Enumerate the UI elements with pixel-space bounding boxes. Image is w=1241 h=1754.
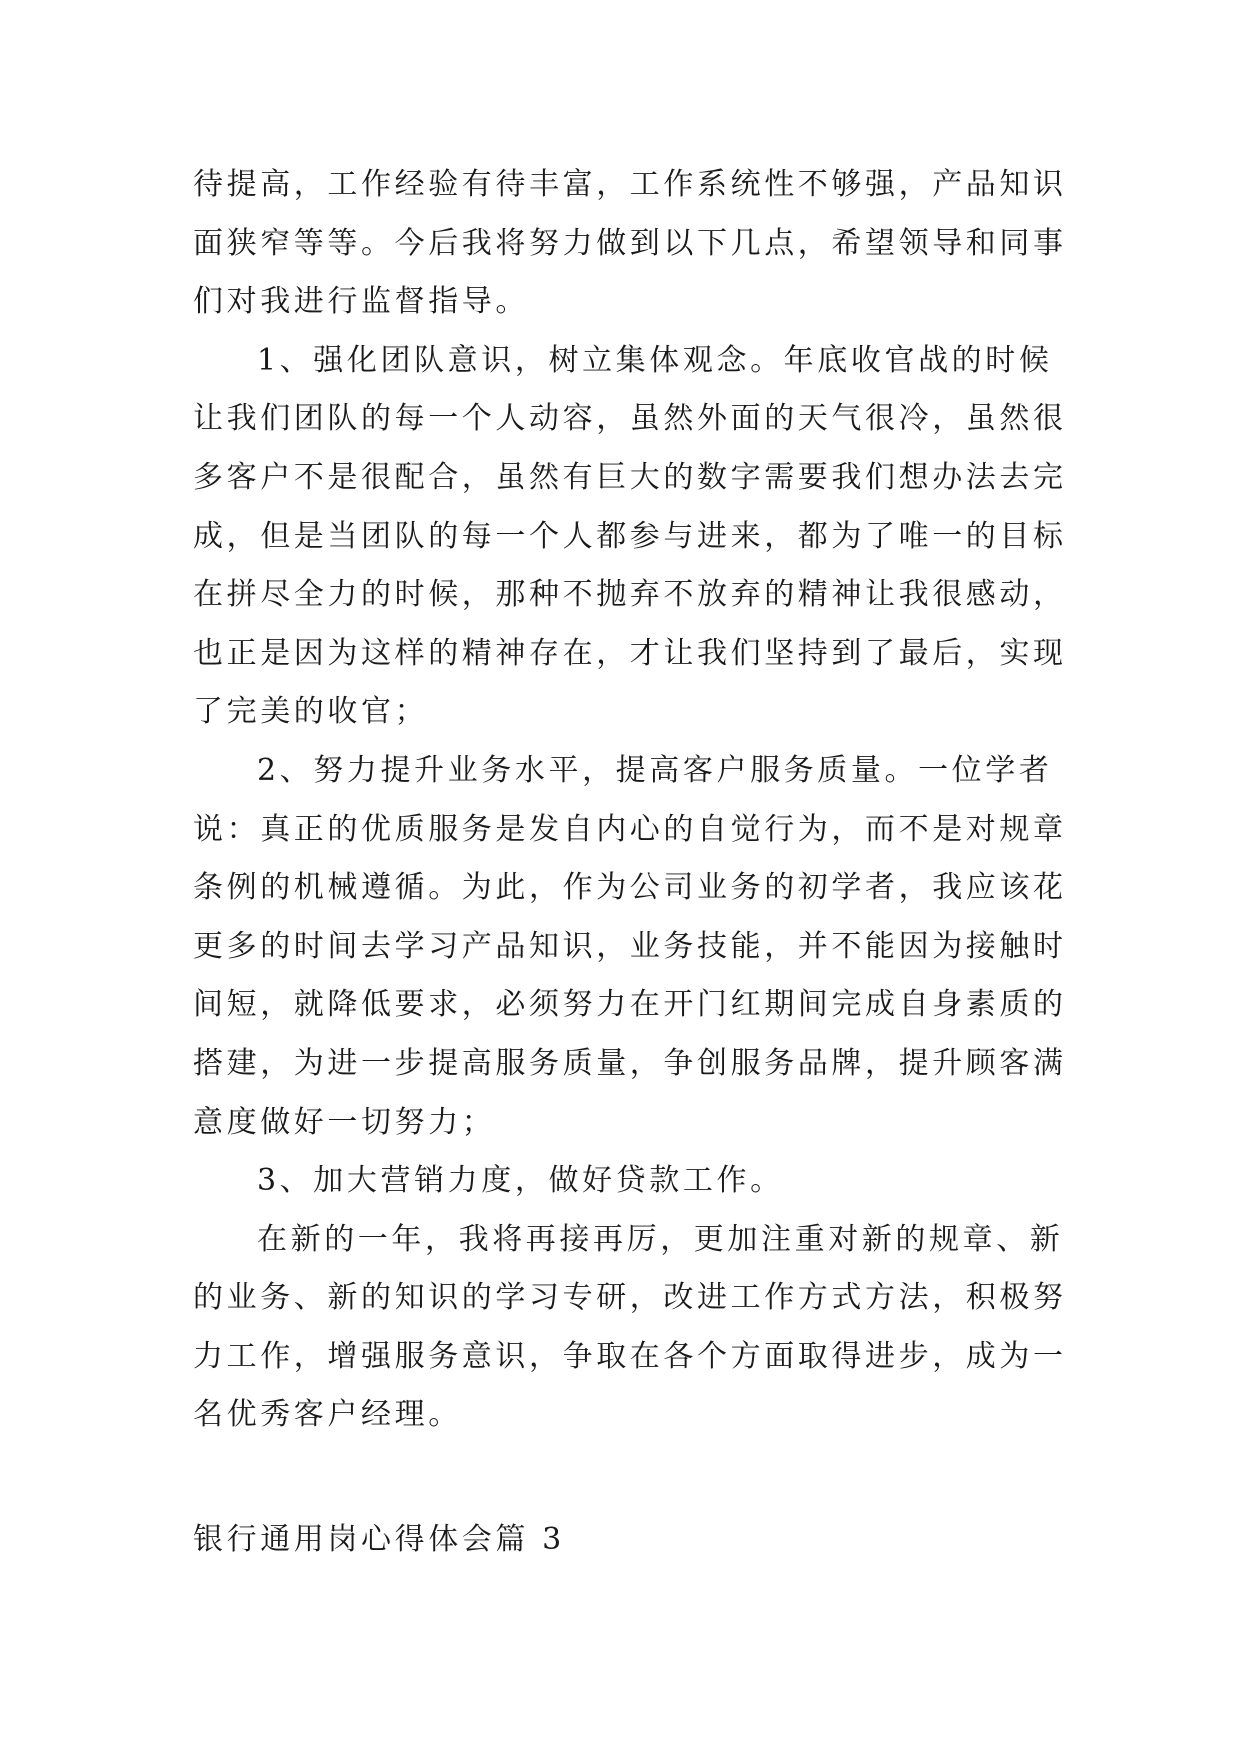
text-line: 在拼尽全力的时候，那种不抛弃不放弃的精神让我很感动，	[193, 577, 1067, 613]
text-line: 的业务、新的知识的学习专研，改进工作方式方法，积极努	[193, 1280, 1067, 1316]
text-line: 间短，就降低要求，必须努力在开门红期间完成自身素质的	[193, 987, 1067, 1023]
text-line: 说：真正的优质服务是发自内心的自觉行为，而不是对规章	[193, 811, 1067, 847]
list-item-2-line: 2、努力提升业务水平，提高客户服务质量。一位学者	[257, 752, 1053, 788]
paragraph-start-line: 在新的一年，我将再接再厉，更加注重对新的规章、新	[257, 1221, 1064, 1257]
text-line: 力工作，增强服务意识，争取在各个方面取得进步，成为一	[193, 1338, 1067, 1374]
text-line: 名优秀客户经理。	[193, 1397, 462, 1433]
text-line: 更多的时间去学习产品知识，业务技能，并不能因为接触时	[193, 928, 1067, 964]
text-line: 多客户不是很配合，虽然有巨大的数字需要我们想办法去完	[193, 459, 1067, 495]
text-line: 也正是因为这样的精神存在，才让我们坚持到了最后，实现	[193, 635, 1067, 671]
text-line: 让我们团队的每一个人动容，虽然外面的天气很冷，虽然很	[193, 401, 1067, 437]
text-line: 成，但是当团队的每一个人都参与进来，都为了唯一的目标	[193, 518, 1067, 554]
text-line: 待提高，工作经验有待丰富，工作系统性不够强，产品知识	[193, 167, 1067, 202]
section-title: 银行通用岗心得体会篇 3	[193, 1522, 565, 1557]
text-line: 意度做好一切努力；	[193, 1104, 496, 1140]
text-line: 搭建，为进一步提高服务质量，争创服务品牌，提升顾客满	[193, 1045, 1067, 1081]
list-item-1-line: 1、强化团队意识，树立集体观念。年底收官战的时候	[257, 342, 1053, 378]
text-line: 条例的机械遵循。为此，作为公司业务的初学者，我应该花	[193, 870, 1067, 906]
body-text	[193, 156, 1067, 1445]
list-item-3-line: 3、加大营销力度，做好贷款工作。	[257, 1163, 784, 1199]
text-line: 了完美的收官；	[193, 694, 429, 730]
text-line: 面狭窄等等。今后我将努力做到以下几点，希望领导和同事	[193, 225, 1067, 261]
text-line: 们对我进行监督指导。	[193, 284, 529, 320]
